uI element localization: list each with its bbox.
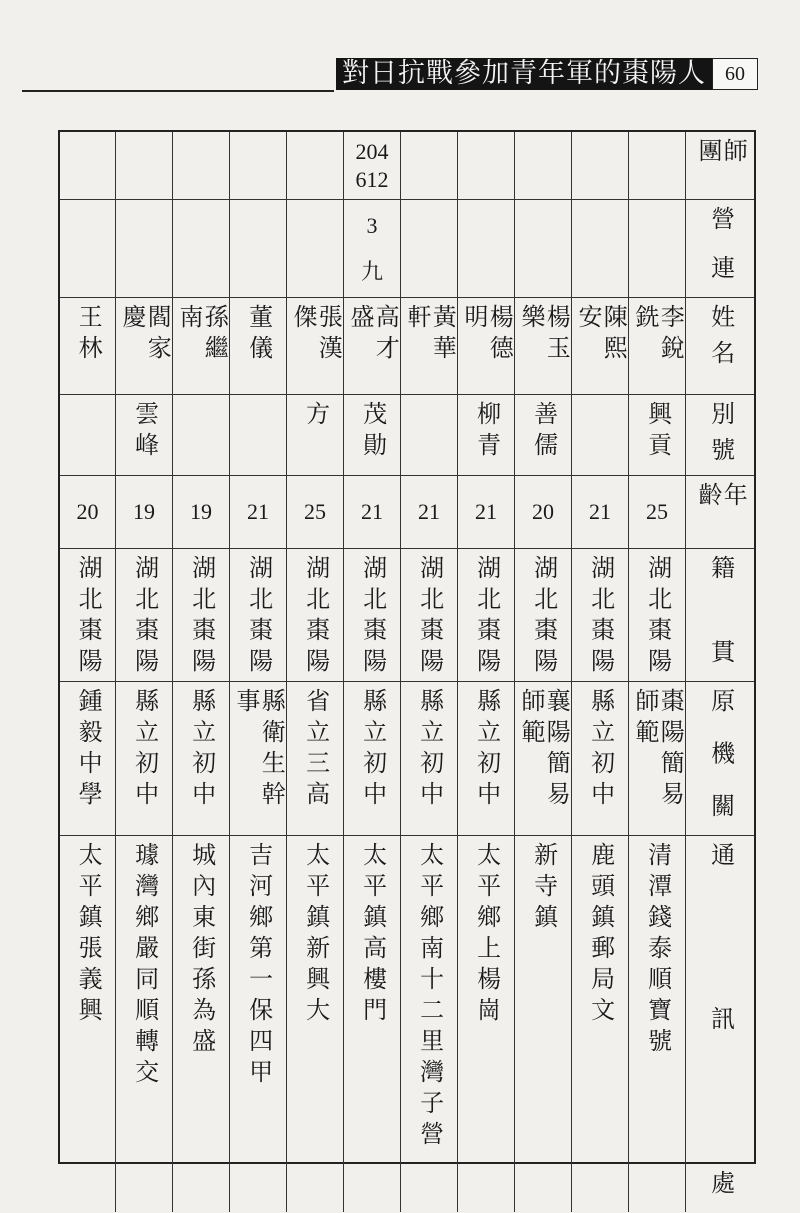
age-value: 19	[133, 499, 155, 524]
cell-address	[572, 836, 629, 1212]
cell-address	[173, 836, 230, 1212]
alias-value: 方	[301, 401, 330, 432]
address-value: 鹿頭鎮郵局文	[586, 842, 615, 1028]
row-header-org	[686, 682, 754, 836]
address-value: 城內東街孫為盛	[187, 842, 216, 1059]
cell-native	[401, 549, 458, 682]
name-value: 李銳銑	[631, 304, 685, 366]
row-header-label: 師團	[694, 138, 748, 174]
cell-alias	[401, 395, 458, 476]
name-value: 楊德明	[460, 304, 514, 366]
age-value: 21	[589, 499, 611, 524]
cell-org	[60, 682, 116, 836]
cell-alias	[515, 395, 572, 476]
cell-name	[629, 298, 686, 395]
name-value: 陳熙安	[574, 304, 628, 366]
row-header-age	[686, 476, 754, 549]
name-value: 王林	[74, 304, 103, 366]
org-value: 省立三高	[301, 688, 330, 812]
alias-value: 柳青	[472, 401, 501, 463]
cell-native	[230, 549, 287, 682]
cell-name	[287, 298, 344, 395]
cell-native	[629, 549, 686, 682]
age-value: 20	[76, 499, 99, 524]
org-value: 棗陽簡易師範	[631, 688, 685, 812]
cell-address	[230, 836, 287, 1212]
cell-division	[173, 132, 230, 200]
cell-battalion	[572, 200, 629, 298]
cell-native	[344, 549, 401, 682]
cell-address	[629, 836, 686, 1212]
cell-division	[515, 132, 572, 200]
roster-table	[58, 130, 756, 1206]
org-value: 縣立初中	[586, 688, 615, 812]
cell-name	[60, 298, 116, 395]
cell-battalion	[287, 200, 344, 298]
cell-age	[401, 476, 458, 549]
cell-address	[116, 836, 173, 1212]
name-value: 董儀	[244, 304, 273, 366]
cell-name	[116, 298, 173, 395]
cell-org	[230, 682, 287, 836]
native-value: 湖北棗陽	[301, 555, 330, 679]
org-value: 鍾毅中學	[74, 688, 103, 812]
cell-org	[572, 682, 629, 836]
native-value: 湖北棗陽	[643, 555, 672, 679]
cell-native	[173, 549, 230, 682]
page-number: 60	[712, 58, 758, 90]
row-header-label: 別號	[706, 401, 735, 473]
cell-age	[344, 476, 401, 549]
cell-name	[230, 298, 287, 395]
cell-division	[116, 132, 173, 200]
row-header-native	[686, 549, 754, 682]
cell-age	[458, 476, 515, 549]
address-value: 清潭錢泰順寶號	[643, 842, 672, 1059]
row-header-battalion	[686, 200, 754, 298]
cell-age	[629, 476, 686, 549]
cell-alias	[287, 395, 344, 476]
org-value: 縣立初中	[130, 688, 159, 812]
cell-native	[515, 549, 572, 682]
cell-name	[572, 298, 629, 395]
org-value: 縣立初中	[187, 688, 216, 812]
native-value: 湖北棗陽	[130, 555, 159, 679]
cell-name	[344, 298, 401, 395]
address-value: 太平鎮高樓門	[358, 842, 387, 1028]
cell-address	[458, 836, 515, 1212]
cell-name	[401, 298, 458, 395]
alias-value: 善儒	[529, 401, 558, 463]
cell-alias	[173, 395, 230, 476]
cell-org	[344, 682, 401, 836]
native-value: 湖北棗陽	[187, 555, 216, 679]
cell-division	[230, 132, 287, 200]
cell-age	[572, 476, 629, 549]
cell-battalion	[230, 200, 287, 298]
address-value: 太平鄉南十二里灣子營	[415, 842, 444, 1152]
cell-division	[344, 132, 401, 200]
age-value: 19	[190, 499, 212, 524]
org-value: 襄陽簡易師範	[517, 688, 571, 812]
row-header-division	[686, 132, 754, 200]
address-value: 太平鎮新興大	[301, 842, 330, 1028]
cell-native	[458, 549, 515, 682]
cell-address	[401, 836, 458, 1212]
cell-org	[173, 682, 230, 836]
cell-battalion	[629, 200, 686, 298]
book-title: 對日抗戰參加青年軍的棗陽人	[336, 58, 712, 90]
cell-org	[458, 682, 515, 836]
cell-battalion	[401, 200, 458, 298]
row-header-label: 通訊處	[706, 842, 735, 1206]
native-value: 湖北棗陽	[472, 555, 501, 679]
cell-battalion	[116, 200, 173, 298]
cell-name	[458, 298, 515, 395]
cell-division	[287, 132, 344, 200]
address-value: 太平鎮張義興	[74, 842, 103, 1028]
name-value: 閻家慶	[118, 304, 172, 366]
cell-division	[572, 132, 629, 200]
row-header-alias	[686, 395, 754, 476]
cell-age	[173, 476, 230, 549]
row-header-label: 年齡	[694, 482, 748, 518]
age-value: 21	[418, 499, 440, 524]
cell-battalion	[458, 200, 515, 298]
row-header-label: 原機關	[706, 688, 735, 829]
cell-battalion	[515, 200, 572, 298]
cell-address	[287, 836, 344, 1212]
address-value: 吉河鄉第一保四甲	[244, 842, 273, 1090]
cell-age	[287, 476, 344, 549]
address-value: 璩灣鄉嚴同順轉交	[130, 842, 159, 1090]
native-value: 湖北棗陽	[74, 555, 103, 679]
cell-division	[401, 132, 458, 200]
native-value: 湖北棗陽	[529, 555, 558, 679]
cell-division	[629, 132, 686, 200]
header-rule	[22, 90, 334, 92]
cell-alias	[572, 395, 629, 476]
name-value: 孫繼南	[175, 304, 229, 366]
cell-battalion	[344, 200, 401, 298]
cell-name	[173, 298, 230, 395]
cell-age	[116, 476, 173, 549]
row-header-label: 籍貫	[706, 555, 735, 675]
org-value: 縣立初中	[415, 688, 444, 812]
age-value: 25	[646, 499, 668, 524]
cell-alias	[230, 395, 287, 476]
cell-division	[458, 132, 515, 200]
cell-alias	[116, 395, 173, 476]
row-header-label: 營連	[706, 206, 735, 291]
page-header	[0, 0, 800, 110]
cell-alias	[344, 395, 401, 476]
age-value: 21	[361, 499, 383, 524]
cell-org	[116, 682, 173, 836]
cell-address	[515, 836, 572, 1212]
native-value: 湖北棗陽	[244, 555, 273, 679]
cell-native	[287, 549, 344, 682]
cell-name	[515, 298, 572, 395]
cell-age	[515, 476, 572, 549]
org-value: 縣衛生幹事	[232, 688, 286, 812]
division-value: 204 612	[355, 138, 389, 192]
cell-age	[60, 476, 116, 549]
cell-org	[401, 682, 458, 836]
age-value: 25	[304, 499, 326, 524]
cell-address	[60, 836, 116, 1212]
address-value: 新寺鎮	[529, 842, 558, 935]
battalion-value: 3 九	[360, 212, 383, 284]
native-value: 湖北棗陽	[358, 555, 387, 679]
cell-alias	[629, 395, 686, 476]
address-value: 太平鄉上楊崗	[472, 842, 501, 1028]
age-value: 21	[247, 499, 269, 524]
native-value: 湖北棗陽	[586, 555, 615, 679]
cell-native	[572, 549, 629, 682]
alias-value: 茂勛	[358, 401, 387, 463]
cell-native	[116, 549, 173, 682]
name-value: 楊玉樂	[517, 304, 571, 366]
cell-org	[287, 682, 344, 836]
cell-battalion	[173, 200, 230, 298]
org-value: 縣立初中	[472, 688, 501, 812]
name-value: 黃華軒	[403, 304, 457, 366]
cell-org	[515, 682, 572, 836]
cell-alias	[60, 395, 116, 476]
native-value: 湖北棗陽	[415, 555, 444, 679]
alias-value: 雲峰	[130, 401, 159, 463]
age-value: 20	[532, 499, 554, 524]
cell-native	[60, 549, 116, 682]
row-header-address	[686, 836, 754, 1212]
age-value: 21	[475, 499, 497, 524]
cell-battalion	[60, 200, 116, 298]
org-value: 縣立初中	[358, 688, 387, 812]
cell-org	[629, 682, 686, 836]
name-value: 張漢傑	[289, 304, 343, 366]
row-header-label: 姓名	[706, 304, 735, 376]
cell-alias	[458, 395, 515, 476]
cell-division	[60, 132, 116, 200]
cell-age	[230, 476, 287, 549]
cell-address	[344, 836, 401, 1212]
name-value: 高才盛	[346, 304, 400, 366]
alias-value: 興貢	[643, 401, 672, 463]
row-header-name	[686, 298, 754, 395]
